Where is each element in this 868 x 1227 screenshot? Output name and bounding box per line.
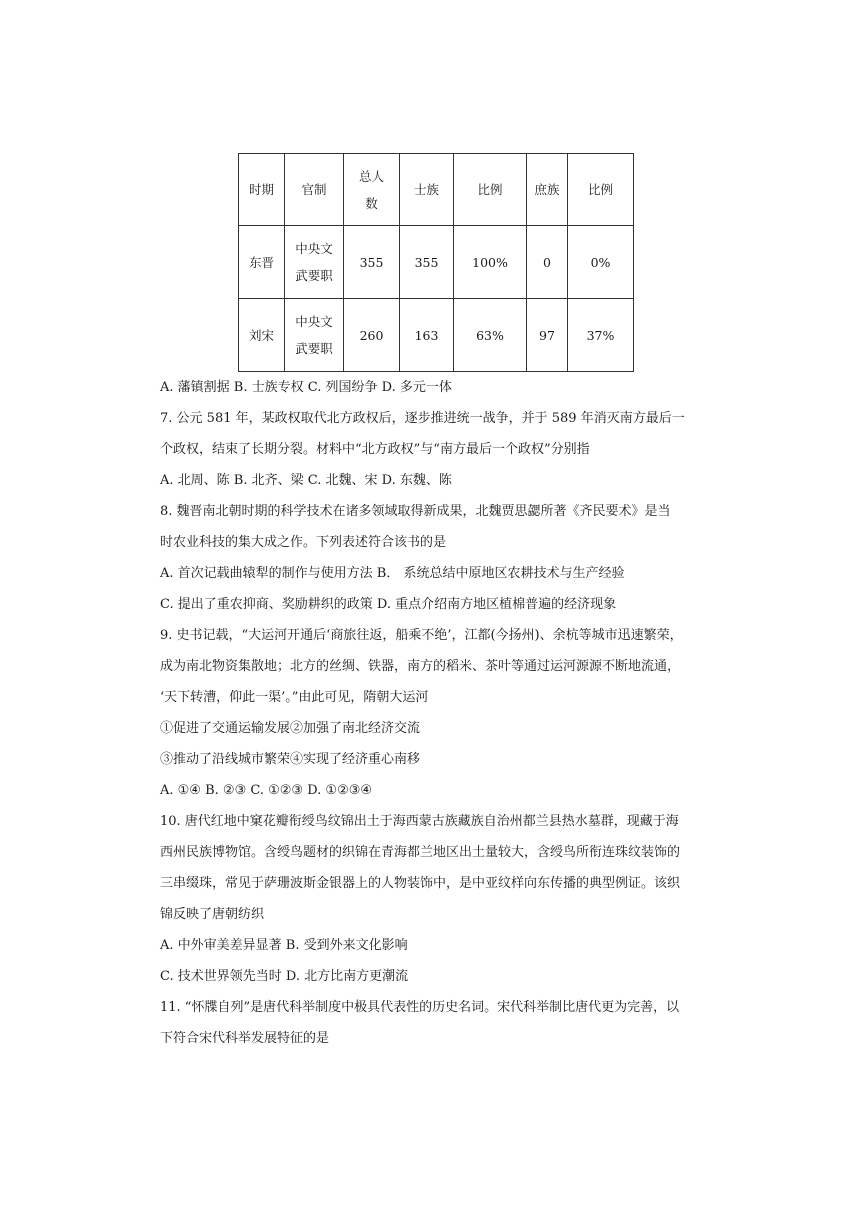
official-stats-table xyxy=(238,153,634,372)
q9-statement: ①促进了交通运输发展②加强了南北经济交流 xyxy=(160,721,421,736)
table-cell: 中央文 武要职 xyxy=(285,299,344,372)
q7-stem-line: 个政权，结束了长期分裂。材料中“北方政权”与“南方最后一个政权”分别指 xyxy=(160,442,590,457)
header-cell: 官制 xyxy=(285,154,344,226)
q11-stem-line: 下符合宋代科举发展特征的是 xyxy=(160,1031,330,1046)
q9-stem-line: 成为南北物资集散地；北方的丝绸、铁器，南方的稻米、茶叶等通过运河源源不断地流通， xyxy=(160,659,681,674)
table-cell: 97 xyxy=(527,299,568,372)
q6-options: A. 藩镇割据 B. 士族专权 C. 列国纷争 D. 多元一体 xyxy=(160,380,452,395)
q10-stem-line: 三串缀珠，常见于萨珊波斯金银器上的人物装饰中，是中亚纹样向东传播的典型例证。该织 xyxy=(160,876,681,891)
q10-stem-line: 10. 唐代红地中窠花瓣衔绶鸟纹锦出土于海西蒙古族藏族自治州都兰县热水墓群，现藏于海 xyxy=(160,814,679,829)
table-cell: 260 xyxy=(344,299,400,372)
q8-options: C. 提出了重农抑商、奖励耕织的政策 D. 重点介绍南方地区植棉普遍的经济现象 xyxy=(160,597,617,612)
table-cell: 0% xyxy=(568,226,634,299)
table-cell: 100% xyxy=(454,226,527,299)
header-cell: 比例 xyxy=(568,154,634,226)
q8-stem-line: 时农业科技的集大成之作。下列表述符合该书的是 xyxy=(160,535,447,550)
table-header-row xyxy=(239,154,634,226)
table-cell: 63% xyxy=(454,299,527,372)
q7-stem-line: 7. 公元 581 年，某政权取代北方政权后，逐步推进统一战争，并于 589 年消灭南方最后一 xyxy=(160,411,685,426)
q9-statement: ③推动了沿线城市繁荣④实现了经济重心南移 xyxy=(160,752,421,767)
header-cell: 士族 xyxy=(400,154,454,226)
q8-stem-line: 8. 魏晋南北朝时期的科学技术在诸多领域取得新成果，北魏贾思勰所著《齐民要术》是当 xyxy=(160,504,671,519)
header-cell: 比例 xyxy=(454,154,527,226)
table-cell: 刘宋 xyxy=(239,299,285,372)
table-cell: 355 xyxy=(400,226,454,299)
table-row xyxy=(239,299,634,372)
table-cell: 37% xyxy=(568,299,634,372)
q9-stem-line: 9. 史书记载，“大运河开通后‘商旅往返，船乘不绝’，江都(今扬州)、余杭等城市迅速繁荣， xyxy=(160,628,683,643)
q11-stem-line: 11. “怀牒自列”是唐代科举制度中极具代表性的历史名词。宋代科举制比唐代更为完善，以 xyxy=(160,1000,680,1015)
q10-options: C. 技术世界领先当时 D. 北方比南方更潮流 xyxy=(160,969,409,984)
q10-stem-line: 锦反映了唐朝纺织 xyxy=(160,907,265,922)
q9-stem-line: ‘天下转漕，仰此一渠’。”由此可见，隋朝大运河 xyxy=(160,690,429,705)
table-cell: 中央文 武要职 xyxy=(285,226,344,299)
q10-options: A. 中外审美差异显著 B. 受到外来文化影响 xyxy=(160,938,408,953)
header-cell: 时期 xyxy=(239,154,285,226)
q8-options: A. 首次记载曲辕犁的制作与使用方法 B． 系统总结中原地区农耕技术与生产经验 xyxy=(160,566,625,581)
header-cell: 庶族 xyxy=(527,154,568,226)
table-cell: 东晋 xyxy=(239,226,285,299)
table-cell: 163 xyxy=(400,299,454,372)
table-row xyxy=(239,226,634,299)
q9-options: A. ①④ B. ②③ C. ①②③ D. ①②③④ xyxy=(160,783,373,798)
table-cell: 355 xyxy=(344,226,400,299)
header-cell: 总人 数 xyxy=(344,154,400,226)
q7-options: A. 北周、陈 B. 北齐、梁 C. 北魏、宋 D. 东魏、陈 xyxy=(160,473,452,488)
q10-stem-line: 西州民族博物馆。含绶鸟题材的织锦在青海都兰地区出土量较大，含绶鸟所衔连珠纹装饰的 xyxy=(160,845,681,860)
table-cell: 0 xyxy=(527,226,568,299)
